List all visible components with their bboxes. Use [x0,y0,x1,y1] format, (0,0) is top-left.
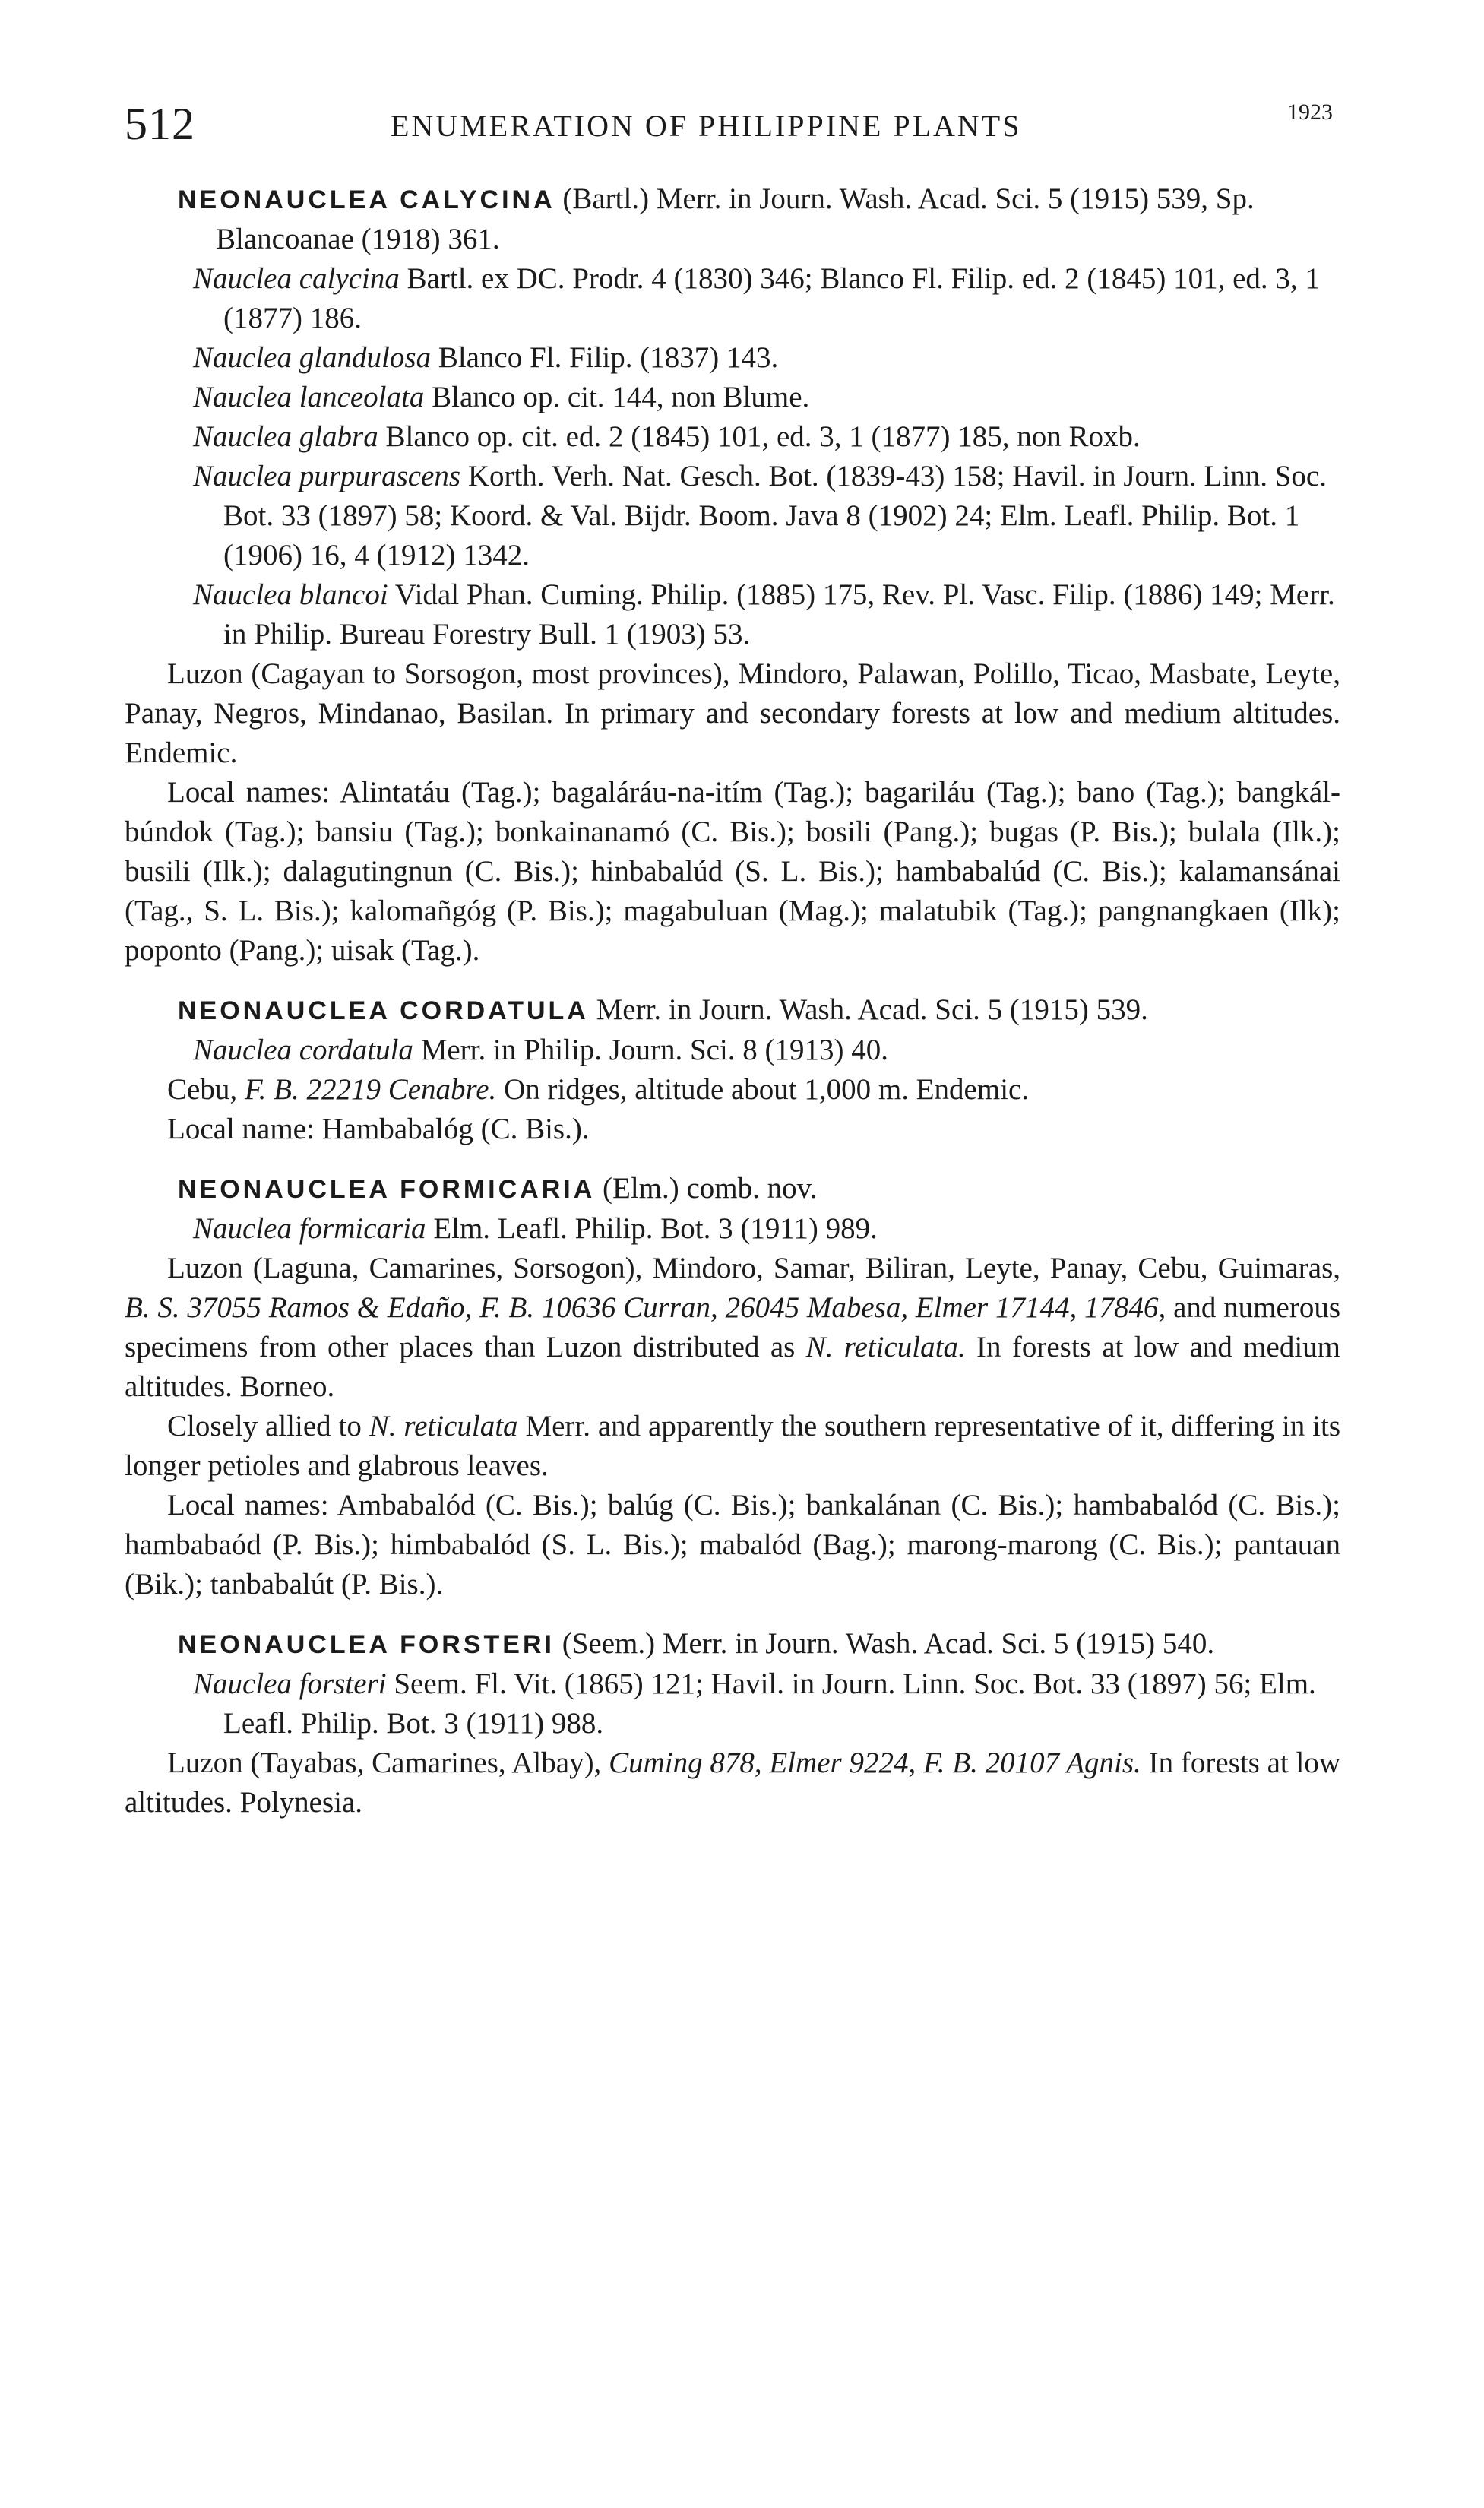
species-entry [125,1624,1340,1822]
synonym [125,1031,1340,1070]
synonym-citation: Merr. in Philip. Journ. Sci. 8 (1913) 40. [420,1034,889,1066]
specimen-name: N. reticulata. [805,1331,966,1363]
synonym [125,575,1340,654]
species-entry [125,179,1340,971]
species-citation: (Elm.) comb. nov. [603,1172,818,1205]
species-heading [125,1624,1340,1664]
species-name: NEONAUCLEA FORMICARIA [178,1175,596,1204]
species-name: NEONAUCLEA CALYCINA [178,185,555,214]
running-year: 1923 [1287,100,1333,125]
distribution-paragraph [125,1743,1340,1822]
synonym [125,338,1340,378]
synonym-citation: Seem. Fl. Vit. (1865) 121; Havil. in Journ. Linn. Soc. Bot. 33 (1897) 56; Elm. Leafl. Philip. Bot. 3 (1911) 988. [223,1667,1316,1740]
synonym [125,1209,1340,1249]
species-name: NEONAUCLEA FORSTERI [178,1630,555,1659]
species-heading [125,179,1340,259]
species-citation: (Bartl.) Merr. in Journ. Wash. Acad. Sci. 5 (1915) 539, Sp. Blancoanae (1918) 361. [216,182,1255,255]
note-paragraph [125,1407,1340,1486]
synonym-name: Nauclea lanceolata [193,381,425,413]
local-names-paragraph: Local names: Ambabalód (C. Bis.); balúg (C. Bis.); bankalánan (C. Bis.); hambabalód (C. Bis.); hambabaód (P. Bis.); himbabalód (S. L. Bis.); mabalód (Bag.); marong-marong (C. Bis.); pantauan (Bik.); tanbabalút (P. Bis.). [125,1489,1340,1601]
distribution-paragraph [125,1249,1340,1407]
synonym [125,259,1340,338]
distribution-paragraph: Luzon (Cagayan to Sorsogon, most provinces), Mindoro, Palawan, Polillo, Ticao, Masbate, Leyte, Panay, Negros, Mindanao, Basilan. In primary and secondary forests at low and medium altitudes. Endemic. [125,657,1340,769]
synonym-citation: Korth. Verh. Nat. Gesch. Bot. (1839-43) 158; Havil. in Journ. Linn. Soc. Bot. 33 (1897) 58; Koord. & Val. Bijdr. Boom. Java 8 (1902) 24; Elm. Leafl. Philip. Bot. 1 (1906) 16, 4 (1912) 1342. [223,460,1327,572]
synonym-citation: Bartl. ex DC. Prodr. 4 (1830) 346; Blanco Fl. Filip. ed. 2 (1845) 101, ed. 3, 1 (1877) 186. [223,262,1320,334]
distribution-habitat: On ridges, altitude about 1,000 m. Endemic. [504,1073,1030,1106]
species-entry [125,1169,1340,1604]
distribution-habitat: In forests at low and medium altitudes. Borneo. [125,1331,1340,1403]
specimen-citation: F. B. 22219 Cenabre. [244,1073,497,1106]
synonym-name: Nauclea purpurascens [193,460,461,492]
local-names-paragraph: Local name: Hambabalóg (C. Bis.). [167,1113,590,1145]
species-heading [125,990,1340,1031]
synonym [125,457,1340,575]
distribution-prefix: Luzon (Tayabas, Camarines, Albay), [167,1746,602,1779]
synonym [125,1664,1340,1743]
synonym [125,417,1340,457]
distribution-prefix: Luzon (Laguna, Camarines, Sorsogon), Mindoro, Samar, Biliran, Leyte, Panay, Cebu, Guimaras, [167,1252,1340,1284]
specimen-citation: B. S. 37055 Ramos & Edaño, F. B. 10636 Curran, 26045 Mabesa, Elmer 17144, 17846, [125,1291,1166,1324]
page-body [125,179,1340,1842]
synonym-citation: Blanco op. cit. ed. 2 (1845) 101, ed. 3, 1 (1877) 185, non Roxb. [385,420,1141,453]
synonym-citation: Elm. Leafl. Philip. Bot. 3 (1911) 989. [433,1212,878,1245]
species-heading [125,1169,1340,1209]
running-head [125,97,1333,150]
note-rest: Merr. and apparently the southern representative of it, differing in its longer petioles and glabrous leaves. [125,1410,1341,1482]
synonym-name: Nauclea formicaria [193,1212,426,1245]
species-citation: (Seem.) Merr. in Journ. Wash. Acad. Sci. 5 (1915) 540. [562,1627,1215,1660]
distribution-prefix: Cebu, [167,1073,238,1106]
synonym-name: Nauclea forsteri [193,1667,387,1700]
species-citation: Merr. in Journ. Wash. Acad. Sci. 5 (1915) 539. [596,993,1148,1026]
running-title: ENUMERATION OF PHILIPPINE PLANTS [391,109,1022,143]
synonym-name: Nauclea calycina [193,262,400,295]
distribution-habitat: In forests at low altitudes. Polynesia. [125,1746,1341,1819]
local-names-paragraph: Local names: Alintatáu (Tag.); bagaláráu-na-itím (Tag.); bagariláu (Tag.); bano (Tag.); bangkál-búndok (Tag.); bansiu (Tag.); bonkainanamó (C. Bis.); bosili (Pang.); bugas (P. Bis.); bulala (Ilk.); busili (Ilk.); dalagutingnun (C. Bis.); hinbabalúd (S. L. Bis.); hambabalúd (C. Bis.); kalamansánai (Tag., S. L. Bis.); kalomañgóg (P. Bis.); magabuluan (Mag.); malatubik (Tag.); pangnangkaen (Ilk); poponto (Pang.); uisak (Tag.). [125,776,1340,967]
note-prefix: Closely allied to [167,1410,362,1442]
synonym-citation: Blanco op. cit. 144, non Blume. [432,381,810,413]
distribution-paragraph [125,1070,1340,1110]
specimen-citation: Cuming 878, Elmer 9224, F. B. 20107 Agnis. [609,1746,1141,1779]
page-number: 512 [125,99,195,149]
synonym-name: Nauclea glandulosa [193,341,432,374]
species-entry [125,990,1340,1149]
synonym-name: Nauclea glabra [193,420,378,453]
note-species: N. reticulata [369,1410,518,1442]
synonym-citation: Vidal Phan. Cuming. Philip. (1885) 175, Rev. Pl. Vasc. Filip. (1886) 149; Merr. in Philip. Bureau Forestry Bull. 1 (1903) 53. [223,578,1335,651]
synonym [125,378,1340,417]
synonym-citation: Blanco Fl. Filip. (1837) 143. [438,341,779,374]
species-name: NEONAUCLEA CORDATULA [178,996,589,1025]
synonym-name: Nauclea blancoi [193,578,388,611]
distribution-mid: and numerous specimens from other places than Luzon distributed as [125,1291,1340,1363]
synonym-name: Nauclea cordatula [193,1034,413,1066]
